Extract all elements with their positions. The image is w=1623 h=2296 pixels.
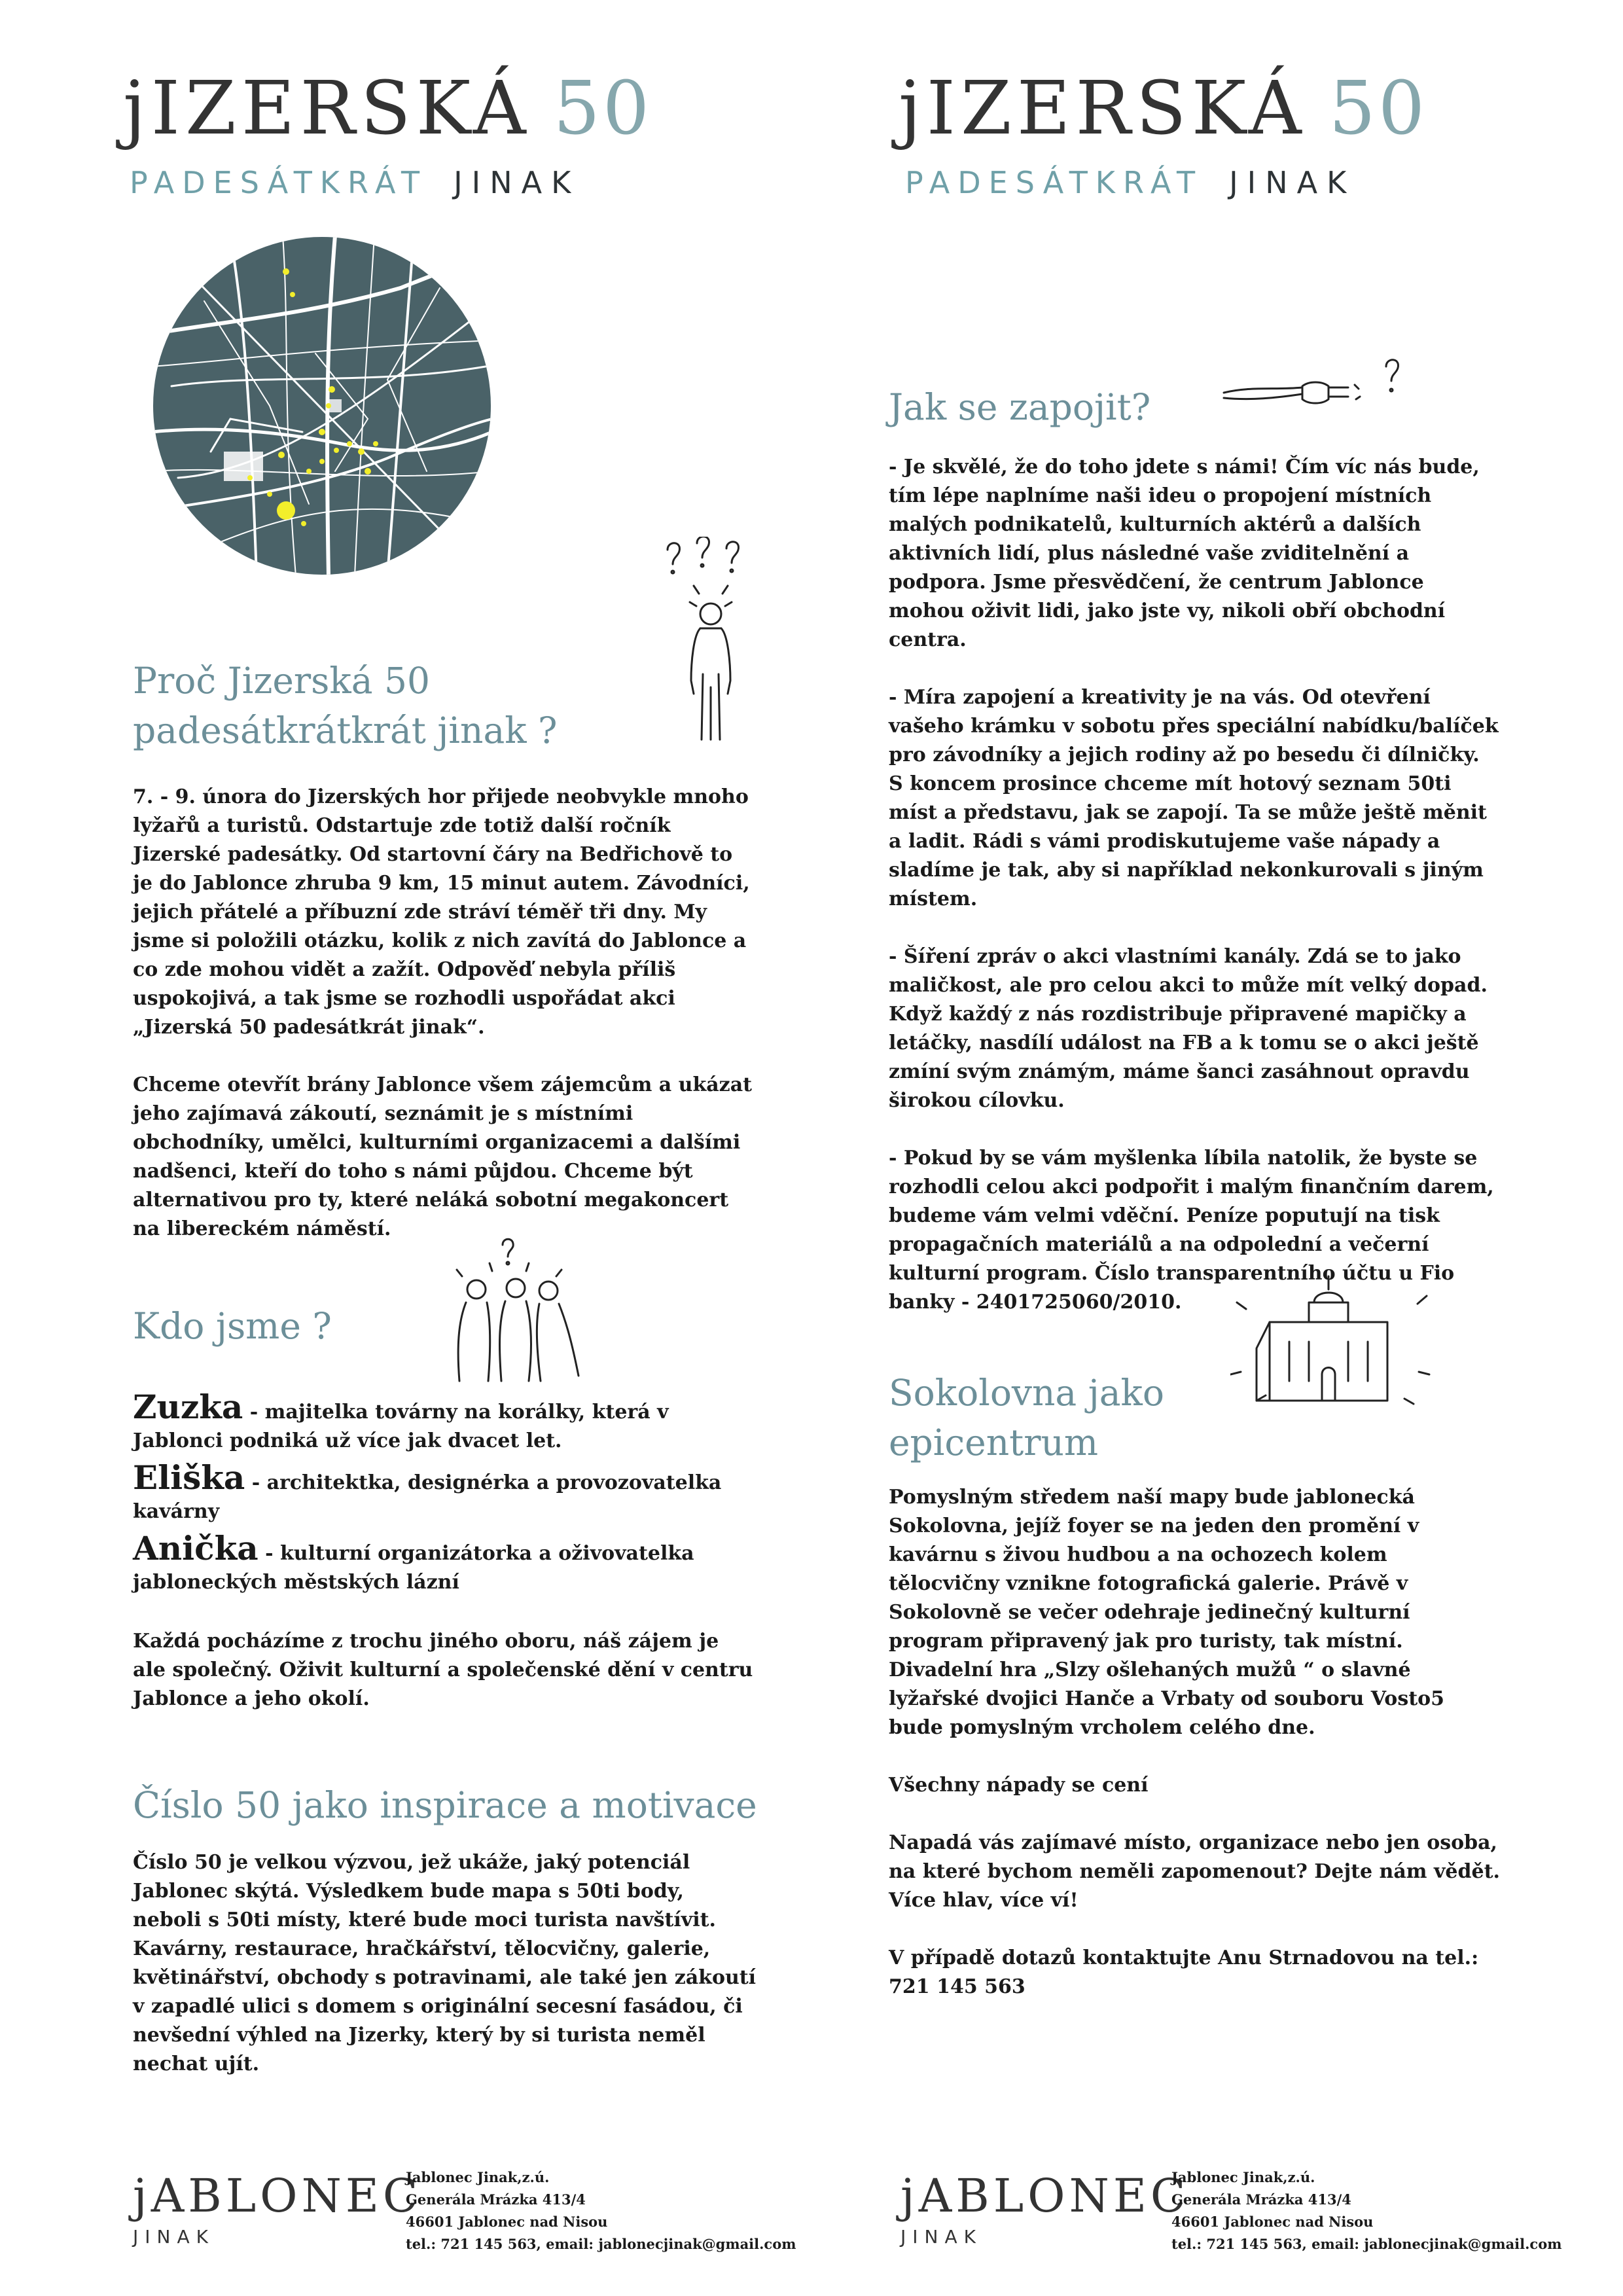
sokolovna-paragraph-2: Všechny nápady se cení [889,1774,1149,1797]
join-heading: Jak se zapojit? [889,386,1151,428]
footer-org: Jablonec Jinak,z.ú. [1171,2169,1315,2185]
person-eliska [133,1460,755,1526]
footer-logo-left [133,2169,422,2248]
footer-city: 46601 Jablonec nad Nisou [1171,2214,1374,2230]
footer-brand: jABLONEC [133,2169,422,2223]
join-paragraph-2: - Míra zapojení a kreativity je na vás. Od otevření vašeho krámku v sobotu přes speciální nabídku/balíček pro závodníky a jejich rodiny až po besedu či dílničky. S koncem prosince chceme mít hotový seznam 50ti míst a představu, jak se zapojí. Ta se může ještě měnit a ladit. Rádi s vámi prodiskutujeme vaše nápady a sladíme je tak, aby si například nekonkurovali s jiným místem. [889,686,1499,910]
section-who [133,1301,722,1351]
person-desc: - architektka, designérka a provozovatelka kavárny [133,1471,722,1523]
brand-tagline-light: PADESÁTKRÁT [130,165,428,200]
brand-number: 50 [553,66,652,151]
footer-brand-sub: JINAK [133,2226,215,2248]
join-paragraph-3: - Šíření zpráv o akci vlastními kanály. Zdá se to jako maličkost, ale pro celou akci to může mít velký dopad. Když každý z nás rozdistribuje připravené mapičky a letáčky, nasdílí událost na FB a k tomu se o akci ještě zmíní svým známým, máme šanci zasáhnout opravdu širokou cílovku. [889,945,1488,1112]
person-zuzka [133,1389,755,1456]
person-desc: - majitelka továrny na korálky, která v Jablonci podniká už více jak dvacet let. [133,1401,669,1452]
footer-city: 46601 Jablonec nad Nisou [406,2214,608,2230]
why-body [133,783,755,1244]
person-name: Eliška [133,1458,245,1497]
person-anicka [133,1530,755,1597]
who-paragraph: Každá pocházíme z trochu jiného oboru, náš zájem je ale společný. Oživit kulturní a společenské dění v centru Jablonce a jeho okolí. [133,1630,753,1710]
sokolovna-paragraph-4: V případě dotazů kontaktujte Anu Strnadovou na tel.: 721 145 563 [889,1946,1479,1998]
sokolovna-heading-line1: Sokolovna jako [889,1372,1164,1414]
sokolovna-heading [889,1368,1478,1467]
why-heading [133,656,787,755]
sokolovna-paragraph-1: Pomyslným středem naší mapy bude jablonecká Sokolovna, jejíž foyer se na jeden den promění v kavárnu s živou hudbou a na ochozech kolem tělocvičny vznikne fotografická galerie. Právě v Sokolovně se večer odehraje jedinečný kulturní program připravený jak pro turisty, tak místní. Divadelní hra „Slzy ošlehaných mužů “ o slavné lyžařské dvojici Hanče a Vrbaty od souboru Vosto5 bude pomyslným vrcholem celého dne. [889,1486,1444,1739]
person-desc: - kulturní organizátorka a oživovatelka jabloneckých městských lázní [133,1542,694,1594]
section-join [889,382,1412,432]
sokolovna-body [889,1483,1504,2001]
footer-info-right [1171,2166,1561,2255]
sokolovna-heading-line2: epicentrum [889,1422,1099,1463]
join-paragraph-4: - Pokud by se vám myšlenka líbila natolik, že byste se rozhodli celou akci podpořit i malým finančním darem, budeme vám velmi vděční. Peníze poputují na tisk propagačních materiálů a na odpolední a večerní kulturní program. Číslo transparentního účtu u Fio banky - 2401725060/2010. [889,1147,1494,1314]
number50-paragraph: Číslo 50 je velkou výzvou, jež ukáže, jaký potenciál Jablonec skýtá. Výsledkem bude mapa s 50ti body, neboli s 50ti místy, které bude moci turista navštívit. Kavárny, restaurace, hračkářství, tělocvičny, galerie, květinářství, obchody s potravinami, ale také jen zákoutí v zapadlé ulici s domem s originální secesní fasádou, či nevšední výhled na Jizerky, který by si turista neměl nechat ujít. [133,1851,757,2075]
brand-name: jIZERSKÁ [899,66,1307,151]
brand-tagline-light: PADESÁTKRÁT [905,165,1204,200]
brand-logo-left [123,66,652,200]
number50-body [133,1848,758,2079]
why-paragraph-2: Chceme otevřít brány Jablonce všem zájemcům a ukázat jeho zajímavá zákoutí, seznámit je s místními obchodníky, umělci, kulturními organizacemi a dalšími nadšenci, kteří do toho s námi půjdou. Chceme být alternativou pro ty, které neláká sobotní megakoncert na libereckém náměstí. [133,1073,753,1240]
why-paragraph-1: 7. - 9. února do Jizerských hor přijede neobvykle mnoho lyžařů a turistů. Odstartuje zde totiž další ročník Jizerské padesátky. Od startovní čáry na Bedřichově to je do Jablonce zhruba 9 km, 15 minut autem. Závodníci, jejich přátelé a příbuzní zde stráví téměř tři dny. My jsme si položili otázku, kolik z nich zavítá do Jablonce a co zde mohou vidět a zažít. Odpověď nebyla příliš uspokojivá, a tak jsme se rozhodli uspořádat akci „Jizerská 50 padesátkrát jinak“. [133,785,750,1039]
city-map-illustration [152,236,492,576]
footer-brand: jABLONEC [901,2169,1190,2223]
join-paragraph-1: - Je skvělé, že do toho jdete s námi! Čím víc nás bude, tím lépe naplníme naši ideu o propojení místních malých podnikatelů, kulturních aktérů a dalších aktivních lidí, plus následné vaše zviditelnění a podpora. Jsme přesvědčení, že centrum Jablonce mohou oživit lidi, jako jste vy, nikoli obří obchodní centra. [889,456,1480,651]
why-heading-line1: Proč Jizerská 50 [133,660,430,702]
section-why [133,656,787,755]
person-name: Zuzka [133,1388,243,1426]
number50-heading: Číslo 50 jako inspirace a motivace [133,1784,757,1826]
footer-brand-sub: JINAK [901,2226,982,2248]
join-body [889,453,1504,1317]
section-number50 [133,1780,787,1830]
person-name: Anička [133,1529,259,1568]
brand-tagline-dark: JINAK [454,165,580,200]
sokolovna-paragraph-3: Napadá vás zajímavé místo, organizace nebo jen osoba, na které bychom neměli zapomenout? Dejte nám vědět. Více hlav, více ví! [889,1831,1500,1912]
footer-contact: tel.: 721 145 563, email: jablonecjinak@gmail.com [1171,2236,1562,2252]
brand-logo-right [899,66,1428,200]
who-body [133,1389,755,1713]
section-sokolovna [889,1368,1478,1467]
footer-contact: tel.: 721 145 563, email: jablonecjinak@gmail.com [406,2236,796,2252]
footer-info-left [406,2166,796,2255]
footer-street: Generála Mrázka 413/4 [406,2191,586,2208]
brand-number: 50 [1329,66,1428,151]
brand-name: jIZERSKÁ [123,66,531,151]
footer-org: Jablonec Jinak,z.ú. [406,2169,550,2185]
who-heading: Kdo jsme ? [133,1305,332,1347]
footer-logo-right [901,2169,1190,2248]
footer-street: Generála Mrázka 413/4 [1171,2191,1351,2208]
why-heading-line2: padesátkrátkrát jinak ? [133,709,558,751]
brand-tagline-dark: JINAK [1229,165,1356,200]
